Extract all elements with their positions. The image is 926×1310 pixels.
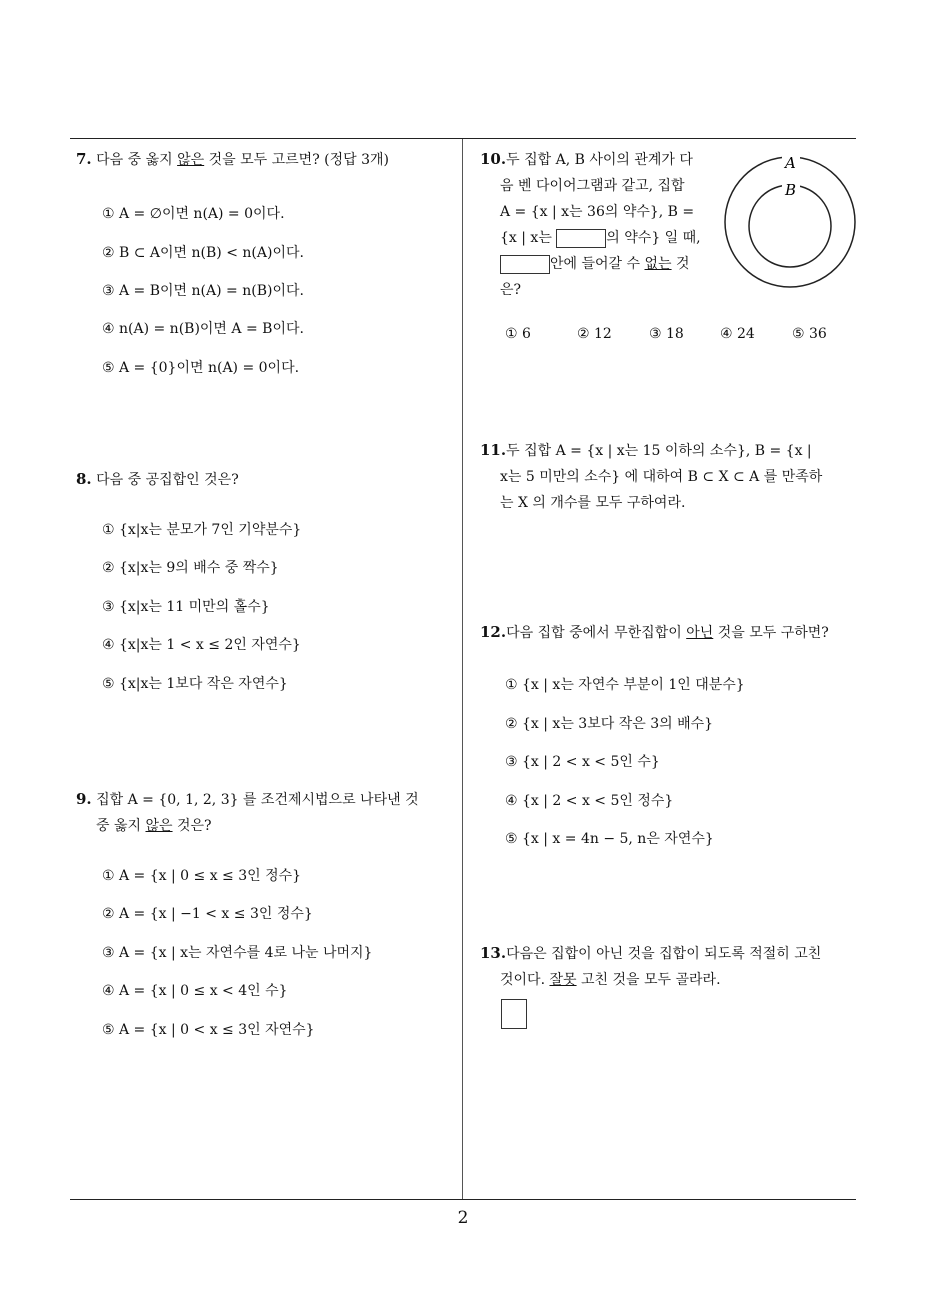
stem-line: x는 5 미만의 소수} 에 대하여 B ⊂ X ⊂ A 를 만족하: [500, 469, 823, 485]
option[interactable]: ⑤ {x|x는 1보다 작은 자연수}: [102, 676, 288, 692]
question-10: [480, 146, 715, 303]
option[interactable]: ① A = ∅이면 n(A) = 0이다.: [102, 206, 285, 222]
answer-blank: [500, 255, 550, 274]
option[interactable]: ② A = {x | −1 < x ≤ 3인 정수}: [102, 906, 313, 922]
option[interactable]: ③ A = B이면 n(A) = n(B)이다.: [102, 283, 304, 299]
stem-line: 은?: [500, 282, 522, 298]
question-13: [480, 940, 870, 993]
venn-diagram: [722, 150, 860, 295]
option[interactable]: ③ 18: [649, 326, 684, 342]
question-8: [76, 466, 456, 493]
empty-answer-box: [501, 999, 527, 1029]
question-number: 9.: [76, 790, 92, 808]
page-number: 2: [457, 1208, 469, 1228]
stem-line: {x | x는 의 약수} 일 때,: [500, 230, 701, 246]
question-number: 10.: [480, 150, 507, 168]
option[interactable]: ④ {x | 2 < x < 5인 정수}: [505, 793, 674, 809]
set-b-label: B: [785, 181, 797, 199]
option[interactable]: ② B ⊂ A이면 n(B) < n(A)이다.: [102, 245, 304, 261]
stem-line: 두 집합 A, B 사이의 관계가 다: [506, 152, 693, 168]
option[interactable]: ⑤ A = {x | 0 < x ≤ 3인 자연수}: [102, 1022, 315, 1038]
question-number: 8.: [76, 470, 92, 488]
stem-line: 음 벤 다이어그램과 같고, 집합: [500, 178, 685, 194]
question-number: 7.: [76, 150, 92, 168]
question-number: 11.: [480, 441, 507, 459]
option[interactable]: ① {x|x는 분모가 7인 기약분수}: [102, 522, 302, 538]
question-stem-line2: 중 옳지 않은 것은?: [96, 818, 212, 834]
question-stem: 다음 집합 중에서 무한집합이 아닌 것을 모두 구하면?: [506, 625, 829, 641]
option[interactable]: ④ 24: [720, 326, 755, 342]
option[interactable]: ④ n(A) = n(B)이면 A = B이다.: [102, 321, 304, 337]
option[interactable]: ② {x|x는 9의 배수 중 짝수}: [102, 560, 279, 576]
column-divider: [462, 139, 463, 1200]
question-11: [480, 437, 870, 516]
option[interactable]: ② 12: [577, 326, 612, 342]
stem-line: 것이다. 잘못 고친 것을 모두 골라라.: [500, 972, 721, 988]
option[interactable]: ⑤ 36: [792, 326, 827, 342]
option[interactable]: ② {x | x는 3보다 작은 3의 배수}: [505, 716, 714, 732]
option[interactable]: ③ {x | 2 < x < 5인 수}: [505, 754, 660, 770]
stem-line: 는 X 의 개수를 모두 구하여라.: [500, 495, 686, 511]
question-9: [76, 786, 462, 839]
option[interactable]: ① A = {x | 0 ≤ x ≤ 3인 정수}: [102, 868, 302, 884]
stem-line: 두 집합 A = {x | x는 15 이하의 소수}, B = {x |: [506, 443, 812, 459]
option[interactable]: ⑤ {x | x = 4n − 5, n은 자연수}: [505, 831, 714, 847]
option[interactable]: ① 6: [505, 326, 531, 342]
option[interactable]: ④ A = {x | 0 ≤ x < 4인 수}: [102, 983, 288, 999]
question-number: 13.: [480, 944, 507, 962]
question-stem-line1: 집합 A = {0, 1, 2, 3} 를 조건제시법으로 나타낸 것: [96, 792, 419, 808]
stem-line: A = {x | x는 36의 약수}, B =: [500, 204, 695, 220]
stem-line: 다음은 집합이 아닌 것을 집합이 되도록 적절히 고친: [506, 946, 822, 962]
option[interactable]: ⑤ A = {0}이면 n(A) = 0이다.: [102, 360, 300, 376]
option[interactable]: ③ A = {x | x는 자연수를 4로 나눈 나머지}: [102, 945, 373, 961]
question-stem: 다음 중 공집합인 것은?: [96, 472, 239, 488]
set-a-label: A: [785, 154, 796, 172]
option[interactable]: ③ {x|x는 11 미만의 홀수}: [102, 599, 270, 615]
stem-line: 안에 들어갈 수 없는 것: [480, 256, 690, 272]
option[interactable]: ① {x | x는 자연수 부분이 1인 대분수}: [505, 677, 745, 693]
bottom-rule: [70, 1199, 856, 1200]
question-stem: 다음 중 옳지 않은 것을 모두 고르면? (정답 3개): [96, 152, 389, 168]
option[interactable]: ④ {x|x는 1 < x ≤ 2인 자연수}: [102, 637, 301, 653]
answer-blank: [556, 229, 606, 248]
question-7: [76, 146, 456, 173]
question-number: 12.: [480, 623, 507, 641]
question-12: [480, 619, 870, 646]
top-rule: [70, 138, 856, 139]
